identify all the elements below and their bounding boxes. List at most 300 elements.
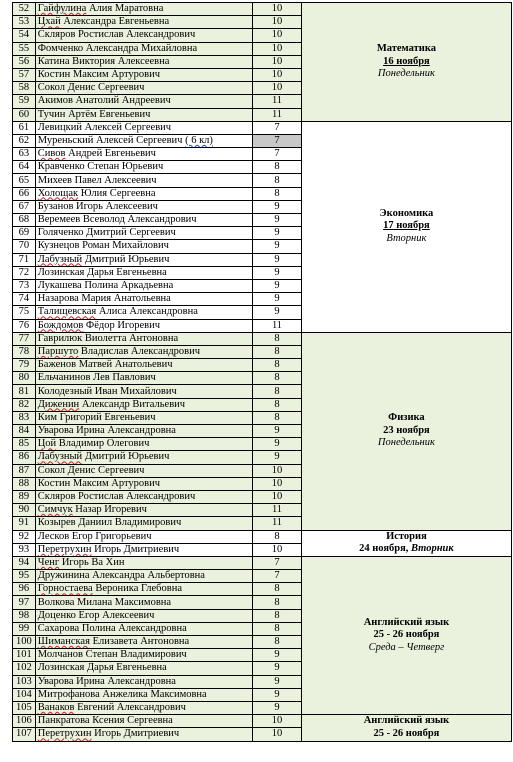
- table-body: [13, 3, 512, 742]
- row-number: 77: [13, 332, 36, 345]
- row-number: 61: [13, 121, 36, 134]
- student-surname: Ванаков: [37, 702, 75, 714]
- row-number: 75: [13, 306, 36, 319]
- row-number: 95: [13, 570, 36, 583]
- table-row: [13, 715, 512, 728]
- student-grade: 10: [253, 82, 302, 95]
- student-given-names: Евгений Александрович: [74, 702, 186, 714]
- row-number: 70: [13, 240, 36, 253]
- row-number: 88: [13, 477, 36, 490]
- student-grade: 8: [253, 332, 302, 345]
- student-grade: 9: [253, 227, 302, 240]
- student-grade: 8: [253, 161, 302, 174]
- student-surname: Холощак: [37, 187, 79, 199]
- student-name: [35, 16, 252, 29]
- row-number: 85: [13, 438, 36, 451]
- student-name: [35, 688, 252, 701]
- student-surname: Фомченко: [37, 42, 84, 54]
- student-name: [35, 398, 252, 411]
- student-given-names: Денис Сергеевич: [64, 464, 145, 476]
- student-surname: Лабузный: [37, 253, 83, 265]
- student-surname: Муреньский: [37, 134, 94, 146]
- student-grade: 8: [253, 411, 302, 424]
- row-number: 56: [13, 55, 36, 68]
- student-given-names: Дмитрий Сергеевич: [83, 227, 176, 239]
- student-note: ( 6 кл): [185, 134, 213, 146]
- subject-cell: [301, 715, 511, 741]
- student-grade: 9: [253, 253, 302, 266]
- student-grade: 9: [253, 675, 302, 688]
- table-row: [13, 121, 512, 134]
- student-given-names: Денис Сергеевич: [64, 82, 145, 94]
- student-name: [35, 95, 252, 108]
- student-name: [35, 359, 252, 372]
- row-number: 59: [13, 95, 36, 108]
- student-given-names: Ирина Александровна: [73, 675, 176, 687]
- row-number: 91: [13, 517, 36, 530]
- row-number: 60: [13, 108, 36, 121]
- row-number: 99: [13, 622, 36, 635]
- student-grade: 10: [253, 715, 302, 728]
- subject-cell: [301, 121, 511, 332]
- student-grade: 10: [253, 490, 302, 503]
- subject-title: Английский язык: [363, 715, 450, 727]
- student-name: [35, 214, 252, 227]
- row-number: 66: [13, 187, 36, 200]
- row-number: 64: [13, 161, 36, 174]
- student-given-names: Григорий Евгеньевич: [57, 411, 156, 423]
- student-grade: 9: [253, 279, 302, 292]
- student-surname: Гайфулина: [37, 3, 87, 15]
- student-given-names: Елизавета Антоновна: [89, 636, 190, 648]
- student-name: [35, 68, 252, 81]
- student-grade: 8: [253, 359, 302, 372]
- student-grade: 11: [253, 517, 302, 530]
- student-given-names: Всеволод Александрович: [80, 214, 197, 226]
- row-number: 94: [13, 556, 36, 569]
- student-given-names: Виктория Алексеевна: [69, 55, 170, 67]
- student-given-names: Егор Алексеевич: [75, 609, 155, 621]
- student-given-names: Ростислав Александрович: [75, 491, 196, 503]
- student-given-names: Алия Маратовна: [86, 3, 164, 15]
- student-grade: 8: [253, 372, 302, 385]
- subject-weekday: Среда – Четверг: [368, 641, 445, 653]
- student-surname: Дружинина: [37, 570, 90, 582]
- student-given-names: Вероника Глебовна: [92, 583, 182, 595]
- row-number: 63: [13, 148, 36, 161]
- student-surname: Доценко: [37, 609, 76, 621]
- student-surname: Левицкий: [37, 121, 83, 133]
- table-row: [13, 3, 512, 16]
- student-surname: Сивов: [37, 148, 66, 160]
- subject-cell: [301, 556, 511, 714]
- row-number: 71: [13, 253, 36, 266]
- row-number: 106: [13, 715, 36, 728]
- student-surname: Сокол: [37, 464, 65, 476]
- student-name: [35, 319, 252, 332]
- student-name: [35, 464, 252, 477]
- subject-cell: [301, 332, 511, 530]
- row-number: 107: [13, 728, 36, 741]
- student-given-names: Полина Аркадьевна: [81, 280, 174, 292]
- student-surname: Бузанов: [37, 200, 74, 212]
- row-number: 101: [13, 649, 36, 662]
- student-name: [35, 266, 252, 279]
- student-surname: Перетрухин: [37, 543, 92, 555]
- student-name: [35, 701, 252, 714]
- student-given-names: Иван Михайлович: [92, 385, 177, 397]
- student-name: [35, 187, 252, 200]
- row-number: 93: [13, 543, 36, 556]
- student-surname: Молчанов: [37, 649, 83, 661]
- student-surname: Ченг: [37, 556, 60, 568]
- student-grade: 10: [253, 29, 302, 42]
- student-given-names: Степан Юрьевич: [84, 161, 164, 173]
- student-given-names: Игорь Ва Хин: [59, 556, 125, 568]
- student-given-names: Максим Артурович: [70, 69, 161, 81]
- student-grade: 11: [253, 504, 302, 517]
- row-number: 83: [13, 411, 36, 424]
- student-name: [35, 411, 252, 424]
- row-number: 90: [13, 504, 36, 517]
- student-surname: Панкратова: [37, 715, 90, 727]
- student-grade: 7: [253, 148, 302, 161]
- subject-date: 25 - 26 ноября: [373, 727, 440, 739]
- student-grade: 9: [253, 701, 302, 714]
- student-given-names: Степан Владимирович: [82, 649, 187, 661]
- subject-title: Английский язык: [363, 616, 450, 628]
- student-grade: 9: [253, 438, 302, 451]
- student-name: [35, 82, 252, 95]
- student-given-names: Егор Григорьевич: [69, 530, 152, 542]
- student-grade: 8: [253, 174, 302, 187]
- student-surname: Скляров: [37, 491, 76, 503]
- student-grade: 7: [253, 556, 302, 569]
- subject-weekday: Вторник: [386, 232, 427, 244]
- row-number: 82: [13, 398, 36, 411]
- row-number: 52: [13, 3, 36, 16]
- student-given-names: Полина Александровна: [79, 622, 187, 634]
- student-grade: 10: [253, 728, 302, 741]
- student-name: [35, 477, 252, 490]
- student-given-names: Анатолий Андреевич: [72, 95, 171, 107]
- row-number: 76: [13, 319, 36, 332]
- student-name: [35, 174, 252, 187]
- student-given-names: Андрей Евгеньевич: [65, 148, 156, 160]
- student-grade: 10: [253, 16, 302, 29]
- subject-weekday: Понедельник: [377, 68, 435, 80]
- student-name: [35, 622, 252, 635]
- table-row: [13, 332, 512, 345]
- student-grade: 8: [253, 187, 302, 200]
- row-number: 97: [13, 596, 36, 609]
- student-grade: 9: [253, 662, 302, 675]
- row-number: 62: [13, 134, 36, 147]
- student-name: [35, 504, 252, 517]
- student-given-names: Даниил Владимирович: [75, 517, 182, 529]
- subject-cell: [301, 3, 511, 122]
- student-surname: Лозинская: [37, 266, 85, 278]
- student-grade: 9: [253, 425, 302, 438]
- subject-title: Экономика: [379, 207, 434, 219]
- row-number: 65: [13, 174, 36, 187]
- student-name: [35, 675, 252, 688]
- student-surname: Цой: [37, 438, 57, 450]
- student-given-names: Фёдор Игоревич: [83, 319, 160, 331]
- student-given-names: Мария Анатольевна: [78, 293, 171, 305]
- student-name: [35, 662, 252, 675]
- row-number: 100: [13, 636, 36, 649]
- student-grade: 9: [253, 240, 302, 253]
- student-surname: Шиманская: [37, 636, 90, 648]
- student-grade: 9: [253, 649, 302, 662]
- student-surname: Скляров: [37, 29, 76, 41]
- student-name: [35, 200, 252, 213]
- student-surname: Уварова: [37, 675, 74, 687]
- student-grade: 9: [253, 306, 302, 319]
- student-surname: Колодезный: [37, 385, 93, 397]
- row-number: 72: [13, 266, 36, 279]
- student-surname: Костин: [37, 69, 71, 81]
- student-grade: 11: [253, 95, 302, 108]
- student-grade: 9: [253, 688, 302, 701]
- row-number: 89: [13, 490, 36, 503]
- student-name: [35, 596, 252, 609]
- student-surname: Лабузный: [37, 451, 83, 463]
- student-given-names: Дмитрий Юрьевич: [82, 451, 170, 463]
- student-name: [35, 332, 252, 345]
- student-name: [35, 530, 252, 543]
- student-surname: Козырев: [37, 517, 76, 529]
- table-row: [13, 530, 512, 543]
- student-given-names: Анжелика Максимовна: [99, 688, 207, 700]
- student-given-names: Ростислав Александрович: [75, 29, 196, 41]
- student-grade: 9: [253, 451, 302, 464]
- student-given-names: Александра Михайловна: [83, 42, 198, 54]
- student-name: [35, 279, 252, 292]
- subject-date: 25 - 26 ноября: [373, 629, 440, 641]
- student-surname: Горностаева: [37, 583, 93, 595]
- subject-title: История: [386, 530, 427, 542]
- row-number: 84: [13, 425, 36, 438]
- student-surname: Бождомов: [37, 319, 84, 331]
- subject-title: Физика: [388, 412, 425, 424]
- student-surname: Ельчанинов: [37, 372, 91, 384]
- student-given-names: Дмитрий Юрьевич: [82, 253, 170, 265]
- student-name: [35, 438, 252, 451]
- student-grade: 11: [253, 108, 302, 121]
- student-grade: 7: [253, 134, 302, 147]
- student-surname: Митрофанова: [37, 688, 100, 700]
- student-name: [35, 148, 252, 161]
- student-grade: 10: [253, 464, 302, 477]
- subject-date: 16 ноября: [383, 55, 430, 67]
- student-surname: Веремеев: [37, 214, 81, 226]
- student-given-names: Алексей Сергеевич: [82, 121, 172, 133]
- student-surname: Лукашева: [37, 280, 82, 292]
- student-grade: 10: [253, 42, 302, 55]
- row-number: 104: [13, 688, 36, 701]
- student-surname: Баженов: [37, 359, 77, 371]
- student-name: [35, 715, 252, 728]
- row-number: 98: [13, 609, 36, 622]
- row-number: 68: [13, 214, 36, 227]
- student-name: [35, 240, 252, 253]
- subject-date: 17 ноября: [383, 220, 430, 232]
- student-given-names: Павел Алексеевич: [72, 174, 157, 186]
- student-given-names: Владимир Олегович: [56, 438, 150, 450]
- student-surname: Кузнецов: [37, 240, 80, 252]
- student-grade: 7: [253, 121, 302, 134]
- student-surname: Лозинская: [37, 662, 85, 674]
- row-number: 69: [13, 227, 36, 240]
- student-surname: Паршуто: [37, 345, 79, 357]
- student-given-names: Игорь Дмитриевич: [91, 728, 180, 740]
- student-surname: Симчук: [37, 504, 73, 516]
- student-grade: 8: [253, 398, 302, 411]
- student-given-names: Алиса Александровна: [96, 306, 198, 318]
- student-name: [35, 609, 252, 622]
- row-number: 54: [13, 29, 36, 42]
- student-given-names: Милана Максимовна: [74, 596, 172, 608]
- olympiad-schedule-table: [12, 2, 512, 742]
- student-name: [35, 108, 252, 121]
- row-number: 67: [13, 200, 36, 213]
- student-given-names: Дарья Евгеньевна: [84, 266, 167, 278]
- student-given-names: Максим Артурович: [70, 477, 161, 489]
- student-grade: 10: [253, 3, 302, 16]
- table-row: [13, 556, 512, 569]
- student-surname: Перетрухин: [37, 728, 92, 740]
- row-number: 57: [13, 68, 36, 81]
- student-surname: Уварова: [37, 425, 74, 437]
- student-grade: 10: [253, 477, 302, 490]
- subject-date: 23 ноября: [383, 424, 430, 436]
- student-name: [35, 425, 252, 438]
- student-name: [35, 583, 252, 596]
- row-number: 55: [13, 42, 36, 55]
- student-grade: 9: [253, 214, 302, 227]
- student-name: [35, 372, 252, 385]
- student-grade: 8: [253, 609, 302, 622]
- row-number: 87: [13, 464, 36, 477]
- student-name: [35, 121, 252, 134]
- student-given-names: Игорь Дмитриевич: [91, 543, 180, 555]
- row-number: 103: [13, 675, 36, 688]
- student-name: [35, 490, 252, 503]
- student-grade: 10: [253, 543, 302, 556]
- student-name: [35, 55, 252, 68]
- student-given-names: Игорь Алексеевич: [73, 200, 158, 212]
- student-grade: 9: [253, 200, 302, 213]
- student-surname: Костин: [37, 477, 71, 489]
- student-name: [35, 636, 252, 649]
- student-given-names: Алексей Сергеевич: [93, 134, 183, 146]
- student-name: [35, 543, 252, 556]
- subject-weekday: Понедельник: [377, 437, 435, 449]
- student-grade: 8: [253, 622, 302, 635]
- student-given-names: Артём Евгеньевич: [65, 108, 151, 120]
- student-name: [35, 227, 252, 240]
- student-surname: Волкова: [37, 596, 75, 608]
- student-surname: Сахарова: [37, 622, 80, 634]
- student-grade: 8: [253, 530, 302, 543]
- student-name: [35, 517, 252, 530]
- student-grade: 8: [253, 596, 302, 609]
- student-surname: Голяченко: [37, 227, 84, 239]
- student-name: [35, 385, 252, 398]
- student-surname: Назарова: [37, 293, 79, 305]
- subject-title: Математика: [376, 43, 436, 55]
- student-grade: 9: [253, 293, 302, 306]
- student-given-names: Дарья Евгеньевна: [84, 662, 167, 674]
- student-surname: Михеев: [37, 174, 72, 186]
- student-given-names: Назар Игоревич: [72, 504, 147, 516]
- student-surname: Цхай: [37, 16, 61, 28]
- student-given-names: Александр Витальевич: [79, 398, 186, 410]
- row-number: 74: [13, 293, 36, 306]
- student-surname: Катина: [37, 55, 70, 67]
- subject-date-line: [304, 543, 509, 556]
- student-surname: Лесков: [37, 530, 70, 542]
- row-number: 58: [13, 82, 36, 95]
- student-name: [35, 42, 252, 55]
- student-grade: 10: [253, 68, 302, 81]
- student-given-names: Ирина Александровна: [73, 425, 176, 437]
- student-name: [35, 3, 252, 16]
- student-given-names: Роман Михайлович: [79, 240, 169, 252]
- student-surname: Ким: [37, 411, 58, 423]
- row-number: 105: [13, 701, 36, 714]
- student-grade: 9: [253, 266, 302, 279]
- student-given-names: Юлия Сергеевна: [78, 187, 156, 199]
- row-number: 79: [13, 359, 36, 372]
- student-name: [35, 570, 252, 583]
- subject-date: 24 ноября,: [359, 543, 412, 555]
- student-grade: 10: [253, 55, 302, 68]
- student-name: [35, 29, 252, 42]
- student-grade: 8: [253, 583, 302, 596]
- student-given-names: Александра Евгеньевна: [60, 16, 170, 28]
- student-given-names: Владислав Александрович: [78, 345, 201, 357]
- student-given-names: Виолетта Антоновна: [82, 332, 179, 344]
- row-number: 81: [13, 385, 36, 398]
- student-surname: Тучин: [37, 108, 66, 120]
- student-given-names: Лев Павлович: [90, 372, 156, 384]
- subject-weekday: Вторник: [411, 543, 454, 555]
- student-given-names: Александра Альбертовна: [89, 570, 205, 582]
- student-name: [35, 451, 252, 464]
- student-surname: Диженин: [37, 398, 80, 410]
- student-name: [35, 134, 252, 147]
- student-name: [35, 345, 252, 358]
- student-surname: Гаврилюк: [37, 332, 83, 344]
- subject-cell: [301, 530, 511, 556]
- student-surname: Кравченко: [37, 161, 85, 173]
- student-name: [35, 253, 252, 266]
- row-number: 53: [13, 16, 36, 29]
- student-name: [35, 649, 252, 662]
- student-surname: Талищевская: [37, 306, 97, 318]
- row-number: 96: [13, 583, 36, 596]
- row-number: 78: [13, 345, 36, 358]
- student-grade: 8: [253, 636, 302, 649]
- student-grade: 8: [253, 385, 302, 398]
- student-name: [35, 728, 252, 741]
- row-number: 80: [13, 372, 36, 385]
- row-number: 73: [13, 279, 36, 292]
- row-number: 86: [13, 451, 36, 464]
